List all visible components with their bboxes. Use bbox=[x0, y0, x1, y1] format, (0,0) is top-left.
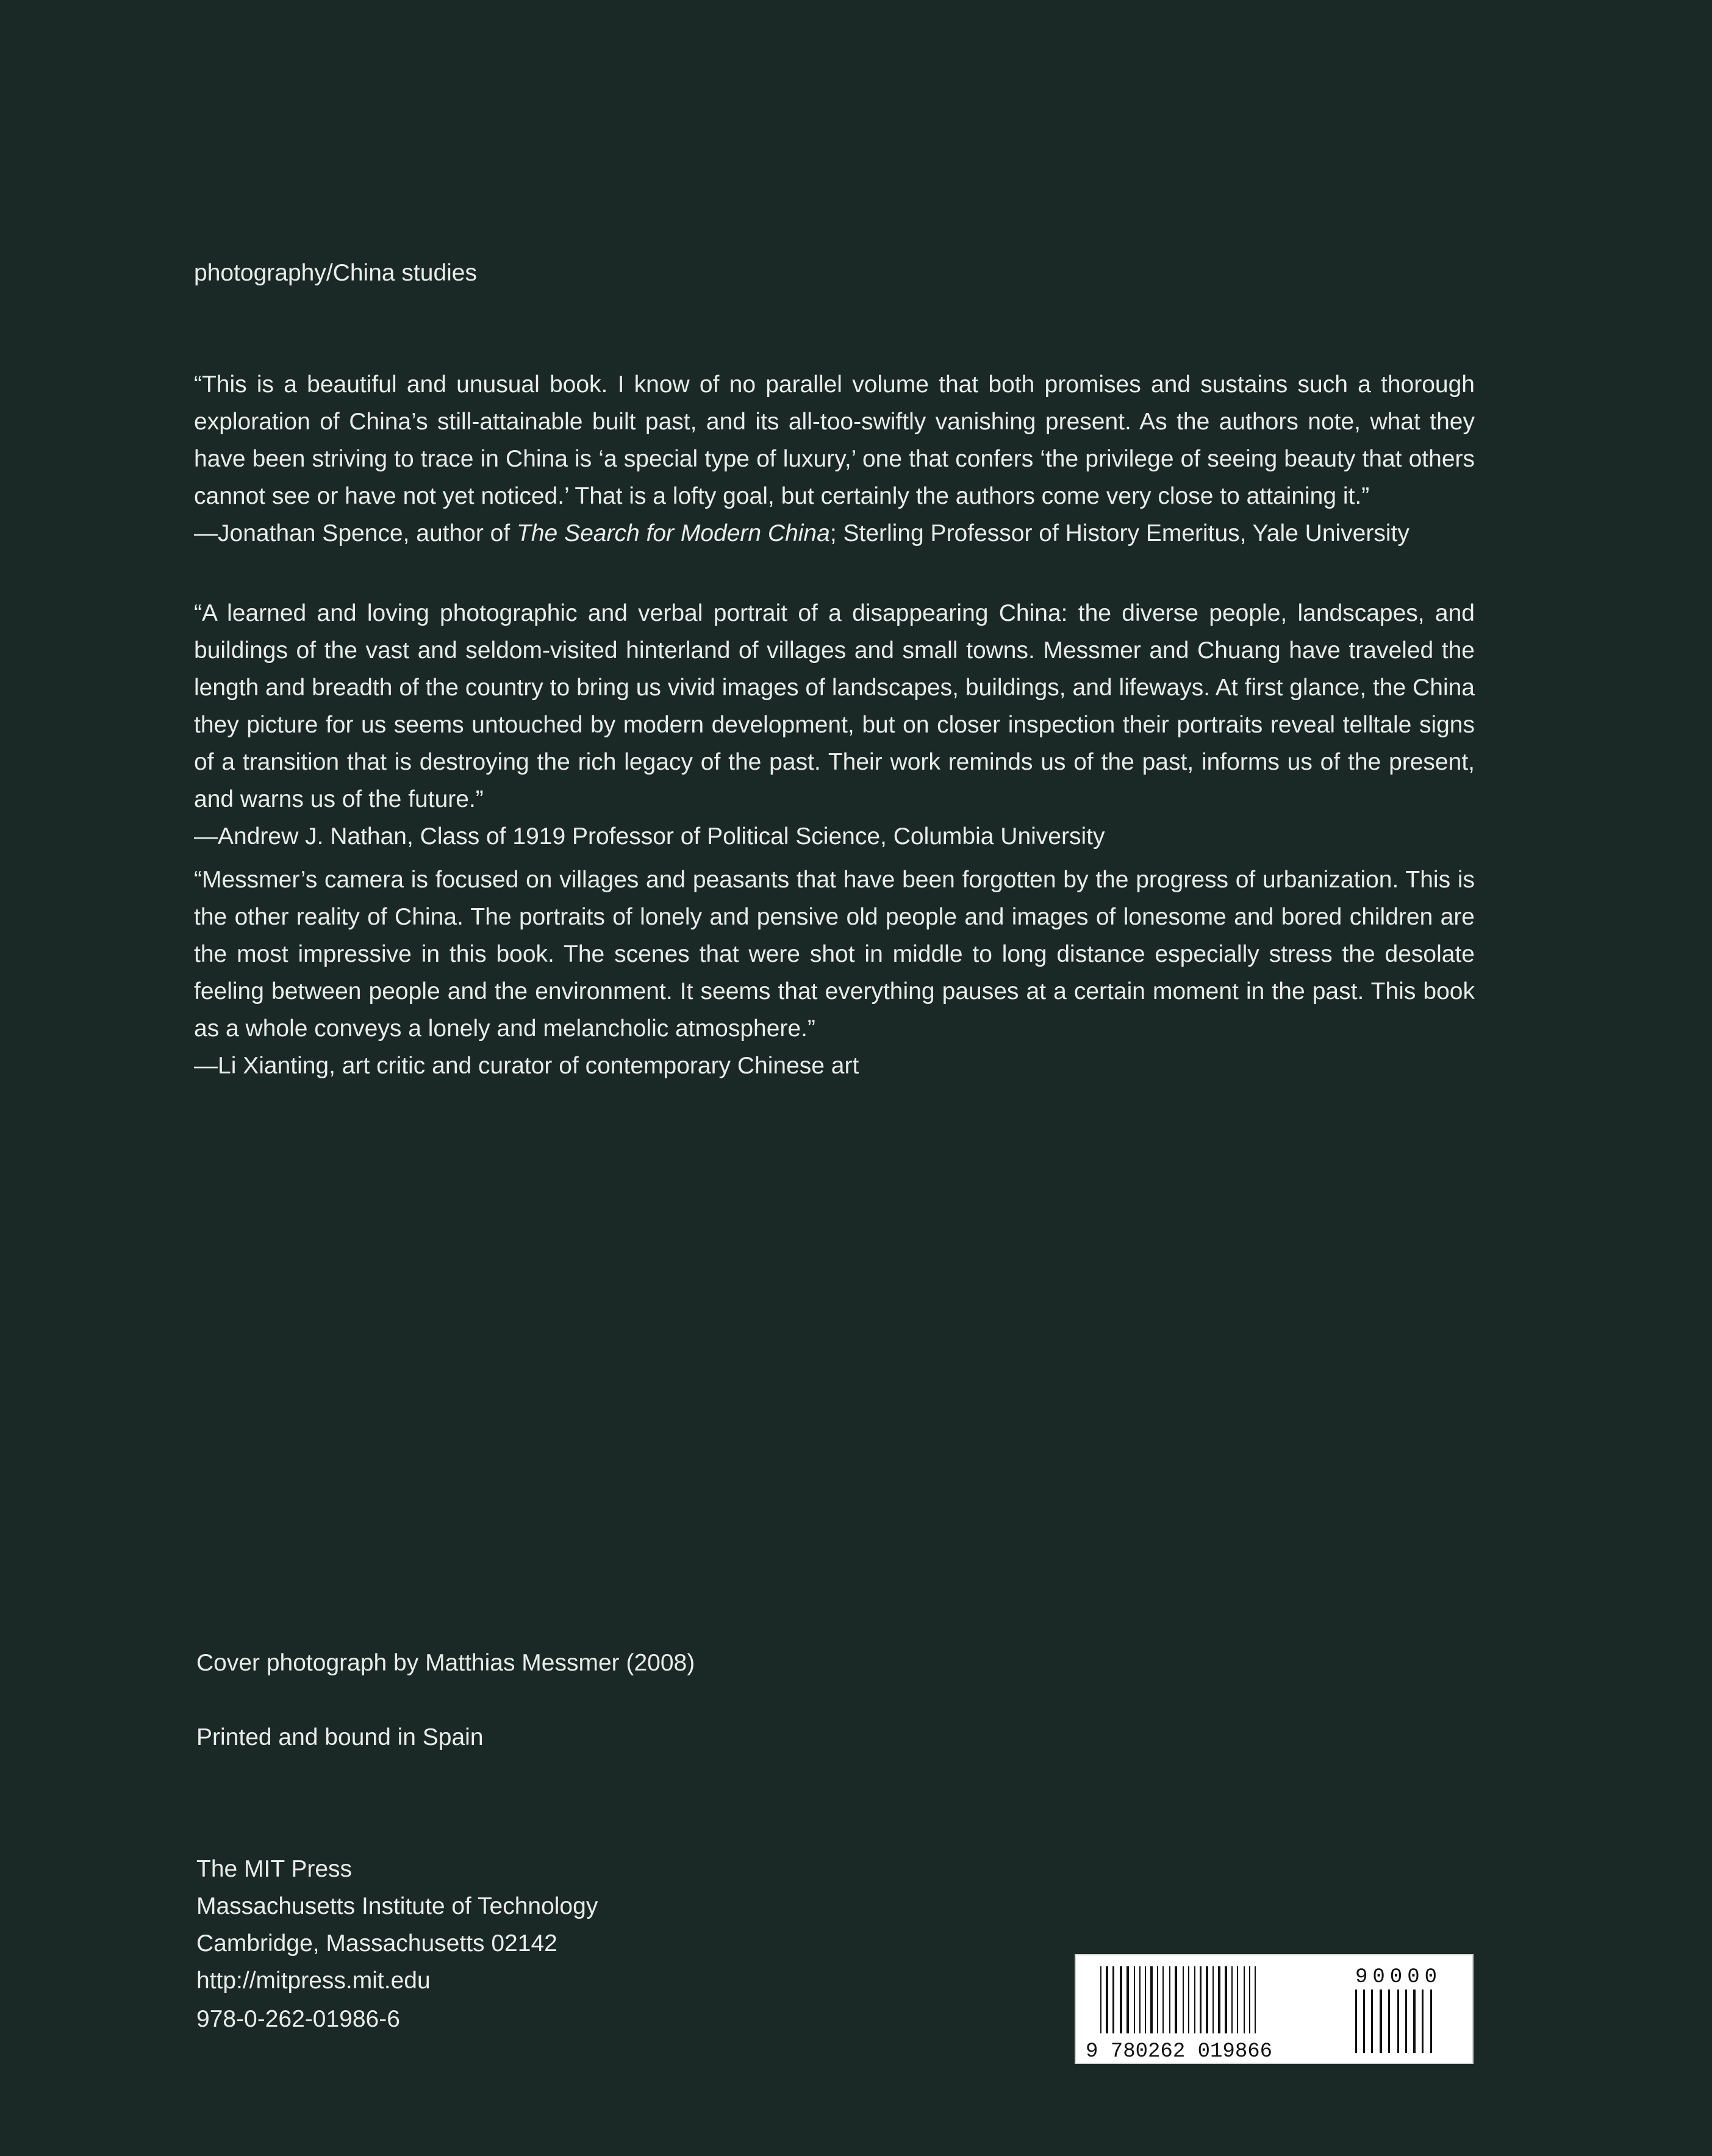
barcode-bar bbox=[1175, 1966, 1177, 2033]
addon-bar bbox=[1355, 1989, 1357, 2053]
barcode-bar bbox=[1249, 1966, 1250, 2033]
barcode-bar bbox=[1255, 1966, 1256, 2033]
barcode-bar bbox=[1150, 1966, 1153, 2033]
barcode-bar bbox=[1231, 1966, 1233, 2033]
barcode-bar bbox=[1139, 1966, 1141, 2033]
addon-bar bbox=[1397, 1989, 1399, 2053]
price-addon-bars bbox=[1355, 1989, 1432, 2053]
barcode-bar bbox=[1126, 1966, 1129, 2033]
addon-bar bbox=[1380, 1989, 1382, 2053]
addon-bar bbox=[1422, 1989, 1424, 2053]
blurb-text: “A learned and loving photographic and verbal portrait of a disappearing China: the diverse people, landscapes, and buildings of the vast and seldom-visited hinterland of villages and small towns. Messmer and Chuang have traveled the length and breadth of the country to bring us vivid images of landscapes, buildings, and lifeways. At first glance, the China they picture for us seems untouched by modern development, but on closer inspection their portraits reveal telltale signs of a transition that is destroying the rich legacy of the past. Their work reminds us of the past, informs us of the present, and warns us of the future.” bbox=[194, 600, 1475, 812]
isbn-barcode bbox=[1075, 1954, 1474, 2064]
publisher-name: The MIT Press bbox=[196, 1856, 353, 1882]
barcode-bar bbox=[1188, 1966, 1189, 2033]
barcode-bar bbox=[1206, 1966, 1208, 2033]
barcode-bar bbox=[1244, 1966, 1245, 2033]
publisher-address: Cambridge, Massachusetts 02142 bbox=[196, 1930, 557, 1957]
barcode-bar bbox=[1212, 1966, 1214, 2033]
book-title: The Search for Modern China bbox=[517, 520, 830, 546]
blurb-attribution: —Andrew J. Nathan, Class of 1919 Professor of Political Science, Columbia University bbox=[194, 823, 1105, 850]
publisher-institution: Massachusetts Institute of Technology bbox=[196, 1893, 598, 1919]
blurb-li-xianting bbox=[194, 861, 1475, 1084]
barcode-bar bbox=[1194, 1966, 1195, 2033]
cover-photo-credit: Cover photograph by Matthias Messmer (2008) bbox=[196, 1650, 695, 1676]
barcode-bar bbox=[1157, 1966, 1158, 2033]
barcode-bar bbox=[1162, 1966, 1164, 2033]
blurb-attribution bbox=[194, 515, 1475, 552]
barcode-bar bbox=[1200, 1966, 1202, 2033]
blurb-text: “Messmer’s camera is focused on villages and peasants that have been forgotten by the progress of urbanization. This is the other reality of China. The portraits of lonely and pensive old people and images of lonesome and bored children are the most impressive in this book. The scenes that were shot in middle to long distance especially stress the desolate feeling between people and the environment. It seems that everything pauses at a certain moment in the past. This book as a whole conveys a lonely and melancholic atmosphere.” bbox=[194, 867, 1475, 1042]
barcode-bar bbox=[1183, 1966, 1184, 2033]
isbn-number: 978-0-262-01986-6 bbox=[196, 2006, 400, 2032]
barcode-bar bbox=[1112, 1966, 1114, 2033]
price-code: 90000 bbox=[1355, 1966, 1442, 1989]
barcode-bar bbox=[1100, 1966, 1101, 2033]
subject-category: photography/China studies bbox=[194, 260, 477, 286]
attribution-suffix: ; Sterling Professor of History Emeritus, Yale University bbox=[829, 520, 1409, 546]
addon-bar bbox=[1405, 1989, 1407, 2053]
barcode-bar bbox=[1145, 1966, 1146, 2033]
barcode-bar bbox=[1120, 1966, 1122, 2033]
addon-bar bbox=[1371, 1989, 1373, 2053]
printing-note: Printed and bound in Spain bbox=[196, 1724, 484, 1750]
barcode-bar bbox=[1237, 1966, 1238, 2033]
publisher-url: http://mitpress.mit.edu bbox=[196, 1968, 431, 1994]
barcode-bar bbox=[1169, 1966, 1170, 2033]
barcode-bar bbox=[1106, 1966, 1108, 2033]
attribution-prefix: —Jonathan Spence, author of bbox=[194, 520, 517, 546]
blurb-spence bbox=[194, 366, 1475, 552]
barcode-digits: 9 780262 019866 bbox=[1086, 2040, 1273, 2063]
publisher-block bbox=[196, 1850, 598, 1999]
addon-bar bbox=[1430, 1989, 1432, 2053]
barcode-bar bbox=[1218, 1966, 1220, 2033]
barcode-bar bbox=[1134, 1966, 1135, 2033]
blurb-nathan bbox=[194, 595, 1475, 855]
blurb-text: “This is a beautiful and unusual book. I know of no parallel volume that both promises and sustains such a thorough exploration of China’s still-attainable built past, and its all-too-swiftly vanishing present. As the authors note, what they have been striving to trace in China is ‘a special type of luxury,’ one that confers ‘the privilege of seeing beauty that others cannot see or have not yet noticed.’ That is a lofty goal, but certainly the authors come very close to attaining it.” bbox=[194, 371, 1475, 509]
barcode-graphic bbox=[1076, 1955, 1472, 2063]
addon-bar bbox=[1363, 1989, 1365, 2053]
ean-bars bbox=[1100, 1966, 1256, 2033]
addon-bar bbox=[1413, 1989, 1416, 2053]
addon-bar bbox=[1388, 1989, 1390, 2053]
barcode-bar bbox=[1225, 1966, 1227, 2033]
blurb-attribution: —Li Xianting, art critic and curator of contemporary Chinese art bbox=[194, 1053, 859, 1079]
